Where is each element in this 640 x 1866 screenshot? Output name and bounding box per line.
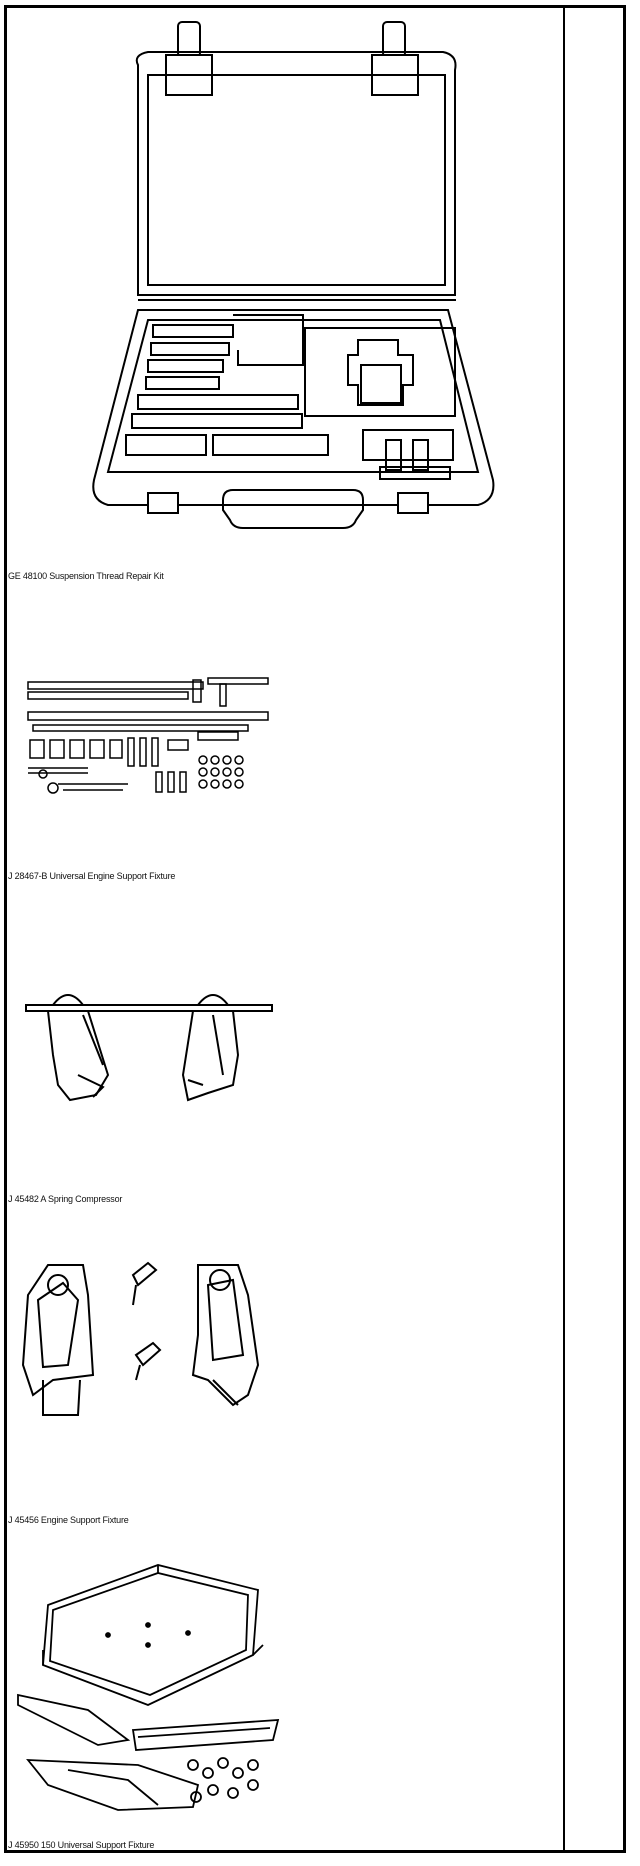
figure-caption-2: J 28467-B Universal Engine Support Fixture (8, 871, 176, 881)
figure-caption-1: GE 48100 Suspension Thread Repair Kit (8, 571, 164, 581)
universal-engine-support-fixture-illustration (8, 660, 288, 810)
support-fixture-adapter-illustration (8, 1545, 288, 1815)
column-divider (563, 7, 565, 1851)
case-figure (8, 10, 508, 530)
figure-caption-3: J 45482 A Spring Compressor (8, 1194, 123, 1204)
spring-compressor-illustration (8, 975, 288, 1125)
spring-compressor-figure (8, 975, 288, 1125)
engine-support-fixture-illustration (8, 1255, 288, 1430)
suspension-kit-case-illustration (8, 10, 508, 530)
universal-support-figure (8, 660, 288, 810)
figure-caption-4: J 45456 Engine Support Fixture (8, 1515, 129, 1525)
figure-caption-5: J 45950 150 Universal Support Fixture (8, 1840, 155, 1850)
engine-support-figure (8, 1255, 288, 1430)
adapter-figure (8, 1545, 288, 1815)
